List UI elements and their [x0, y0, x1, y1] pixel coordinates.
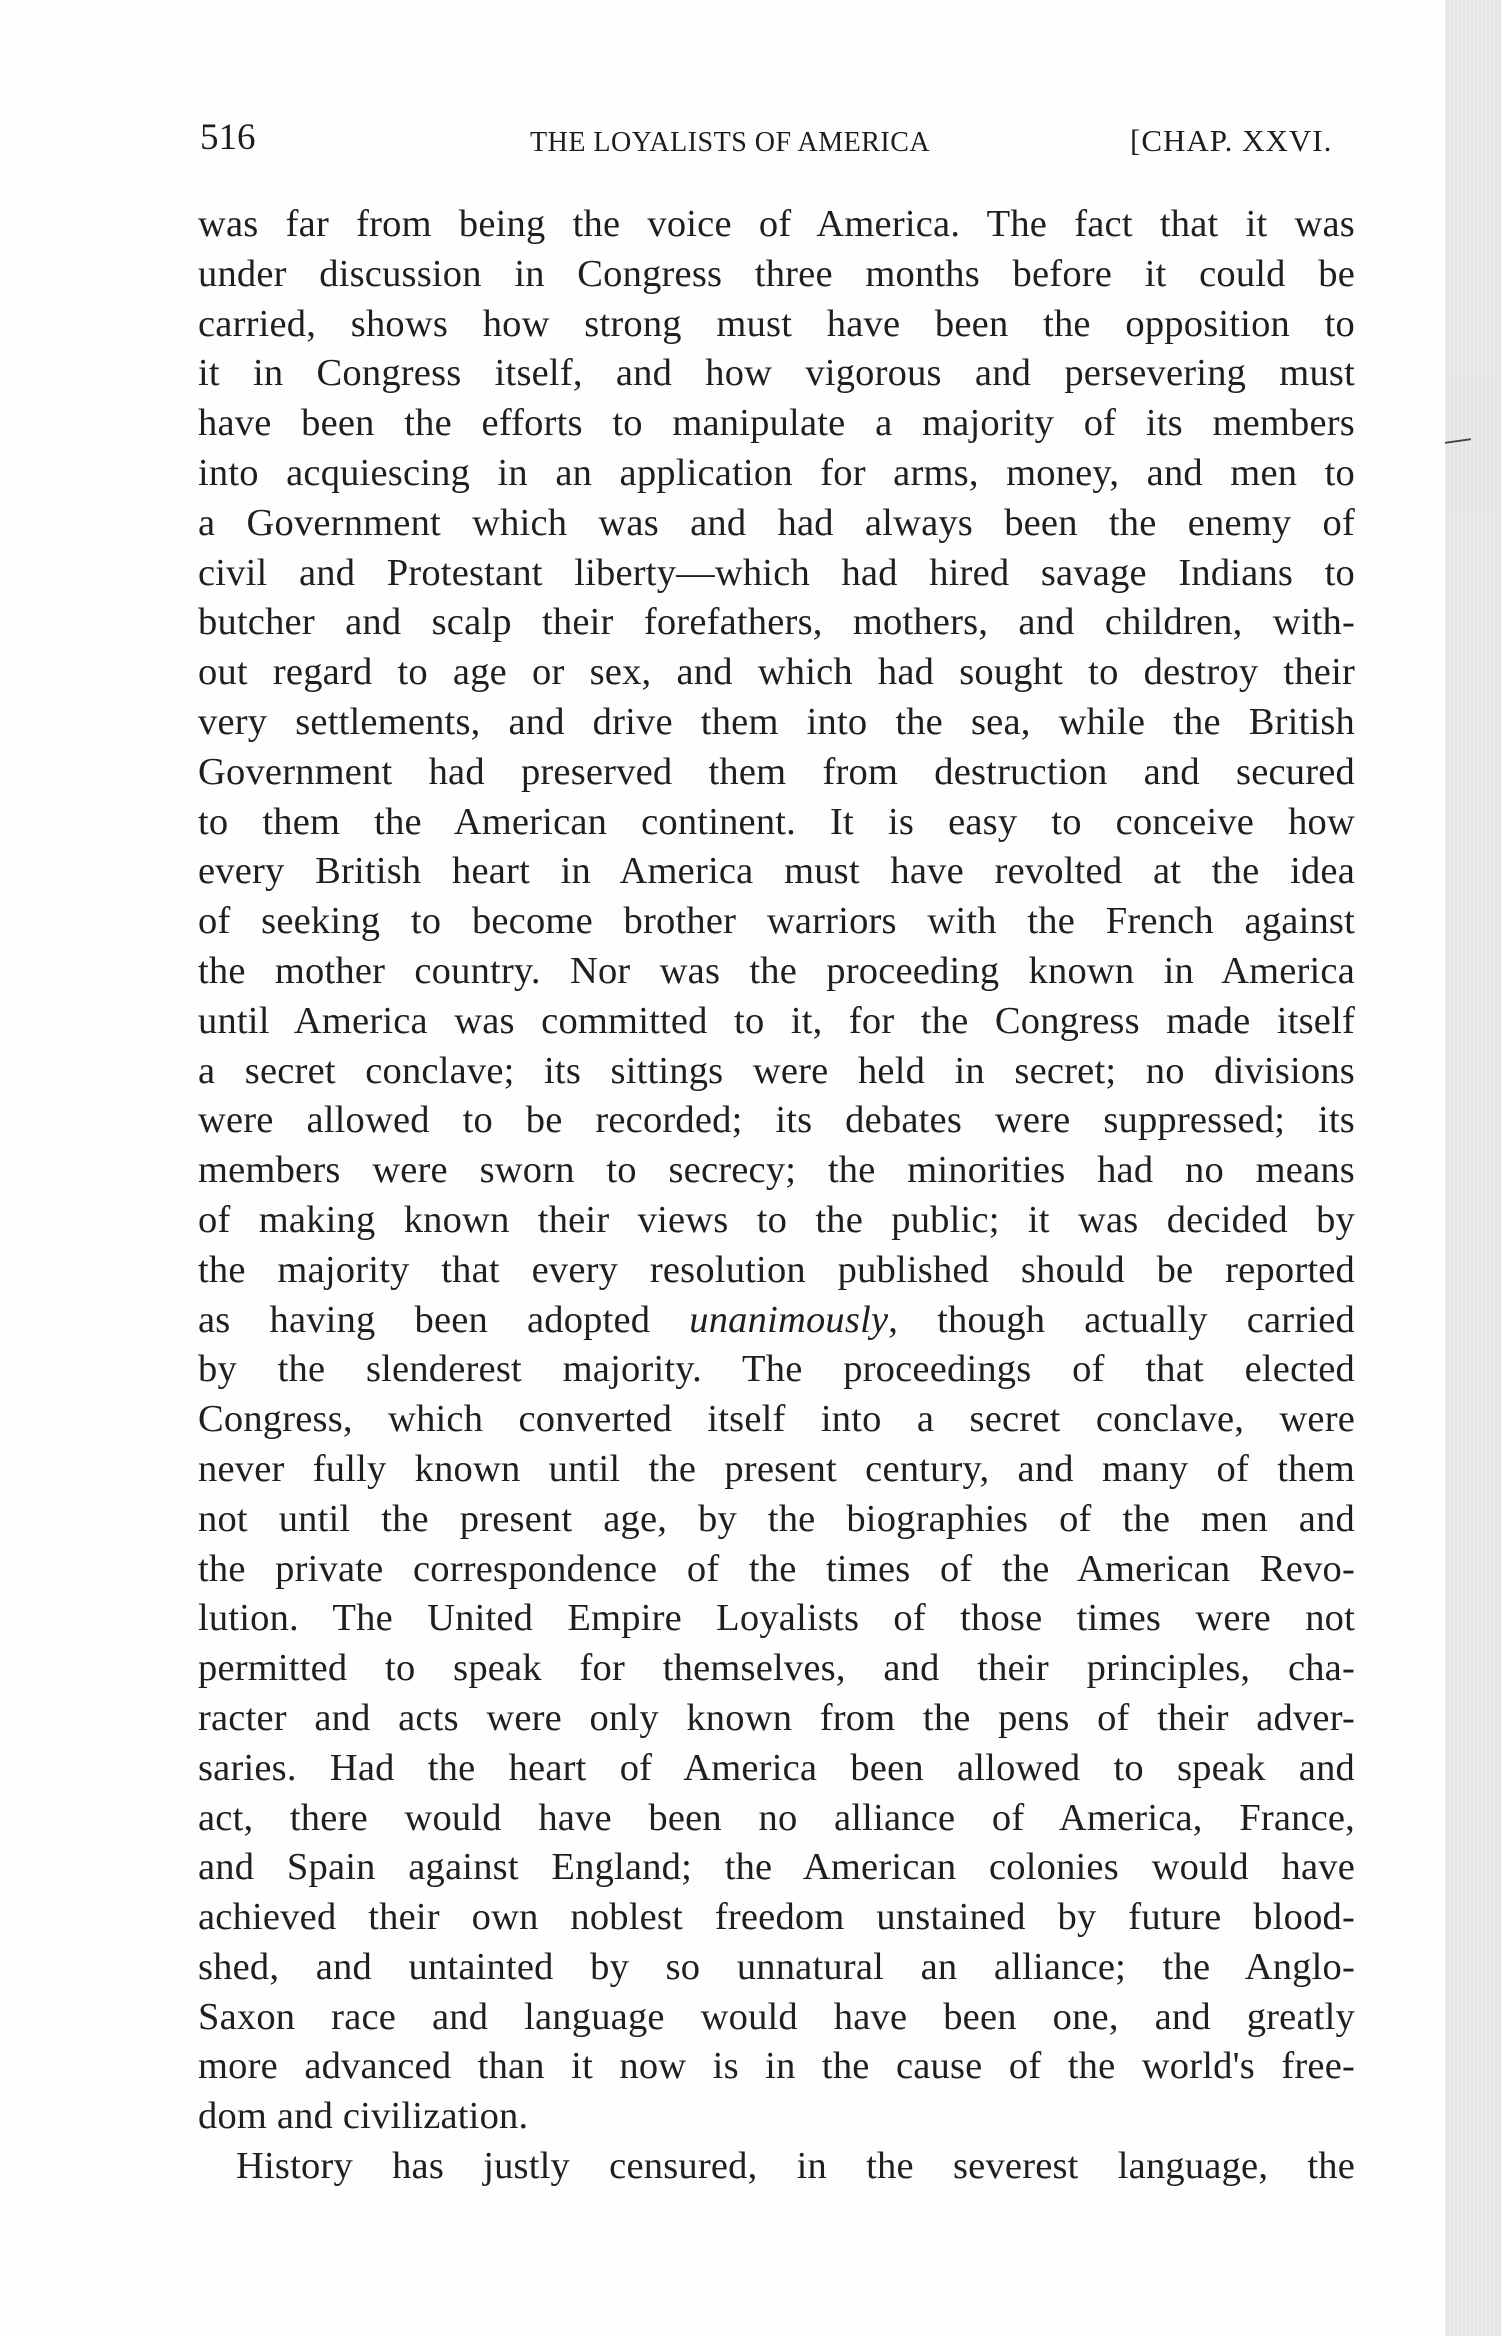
text-line: butcher and scalp their forefathers, mothers, and children, with- — [198, 601, 1355, 644]
text-line: racter and acts were only known from the pens of their adver- — [198, 1696, 1355, 1739]
text-segment: as having been adopted — [198, 1298, 690, 1341]
text-line: out regard to age or sex, and which had sought to destroy their — [198, 651, 1355, 694]
text-line: the mother country. Nor was the proceeding known in America — [198, 949, 1355, 992]
text-line: members were sworn to secrecy; the minorities had no means — [198, 1149, 1355, 1192]
text-line: achieved their own noblest freedom unstained by future blood- — [198, 1896, 1355, 1939]
text-line: to them the American continent. It is easy to conceive how — [198, 800, 1355, 843]
text-line: until America was committed to it, for the Congress made itself — [198, 999, 1355, 1042]
text-line: Government had preserved them from destruction and secured — [198, 750, 1355, 793]
text-line: was far from being the voice of America. The fact that it was — [198, 203, 1355, 245]
text-line: of making known their views to the public; it was decided by — [198, 1198, 1355, 1241]
text-line: a Government which was and had always been the enemy of — [198, 501, 1355, 544]
text-line: have been the efforts to manipulate a majority of its members — [198, 402, 1355, 445]
body-text — [198, 200, 1355, 2192]
text-line: a secret conclave; its sittings were held in secret; no divisions — [198, 1049, 1355, 1092]
text-line: permitted to speak for themselves, and their principles, cha- — [198, 1647, 1355, 1690]
text-line: not until the present age, by the biographies of the men and — [198, 1497, 1355, 1540]
text-line: shed, and untainted by so unnatural an alliance; the Anglo- — [198, 1945, 1355, 1988]
text-segment: , though actually carried — [888, 1298, 1355, 1341]
text-line: History has justly censured, in the severest language, the — [236, 2145, 1355, 2188]
text-line: under discussion in Congress three months before it could be — [198, 252, 1355, 295]
text-line: the private correspondence of the times of the American Revo- — [198, 1547, 1355, 1590]
text-line-italic — [198, 1296, 1355, 1346]
text-line: and Spain against England; the American colonies would have — [198, 1846, 1355, 1889]
text-line: dom and civilization. — [198, 2095, 529, 2138]
text-line: it in Congress itself, and how vigorous and persevering must — [198, 352, 1355, 395]
text-line: were allowed to be recorded; its debates were suppressed; its — [198, 1099, 1355, 1142]
text-line: Saxon race and language would have been one, and greatly — [198, 1995, 1355, 2038]
chapter-reference: [CHAP. XXVI. — [1130, 123, 1333, 158]
text-line: lution. The United Empire Loyalists of those times were not — [198, 1597, 1355, 1640]
text-line: saries. Had the heart of America been allowed to speak and — [198, 1746, 1355, 1789]
running-header — [200, 118, 1360, 168]
text-line: every British heart in America must have revolted at the idea — [198, 850, 1355, 893]
text-line: of seeking to become brother warriors with the French against — [198, 900, 1355, 943]
text-line: Congress, which converted itself into a secret conclave, were — [198, 1398, 1355, 1441]
text-line: very settlements, and drive them into the sea, while the British — [198, 700, 1355, 743]
text-line: into acquiescing in an application for arms, money, and men to — [198, 451, 1355, 494]
text-line: the majority that every resolution published should be reported — [198, 1248, 1355, 1291]
text-line: act, there would have been no alliance of America, France, — [198, 1796, 1355, 1839]
text-line: by the slenderest majority. The proceedings of that elected — [198, 1348, 1355, 1391]
italic-word: unanimously — [689, 1298, 889, 1341]
page-number: 516 — [200, 117, 256, 158]
text-line: civil and Protestant liberty—which had hired savage Indians to — [198, 551, 1355, 594]
text-line: more advanced than it now is in the cause of the world's free- — [198, 2045, 1355, 2088]
page-binding-gutter — [1445, 0, 1501, 2336]
margin-mark — [1445, 438, 1471, 444]
text-line: carried, shows how strong must have been the opposition to — [198, 302, 1355, 345]
running-title: THE LOYALISTS OF AMERICA — [530, 127, 931, 158]
paragraph — [198, 2142, 1355, 2192]
text-line: never fully known until the present century, and many of them — [198, 1447, 1355, 1490]
paragraph — [198, 200, 1355, 2142]
